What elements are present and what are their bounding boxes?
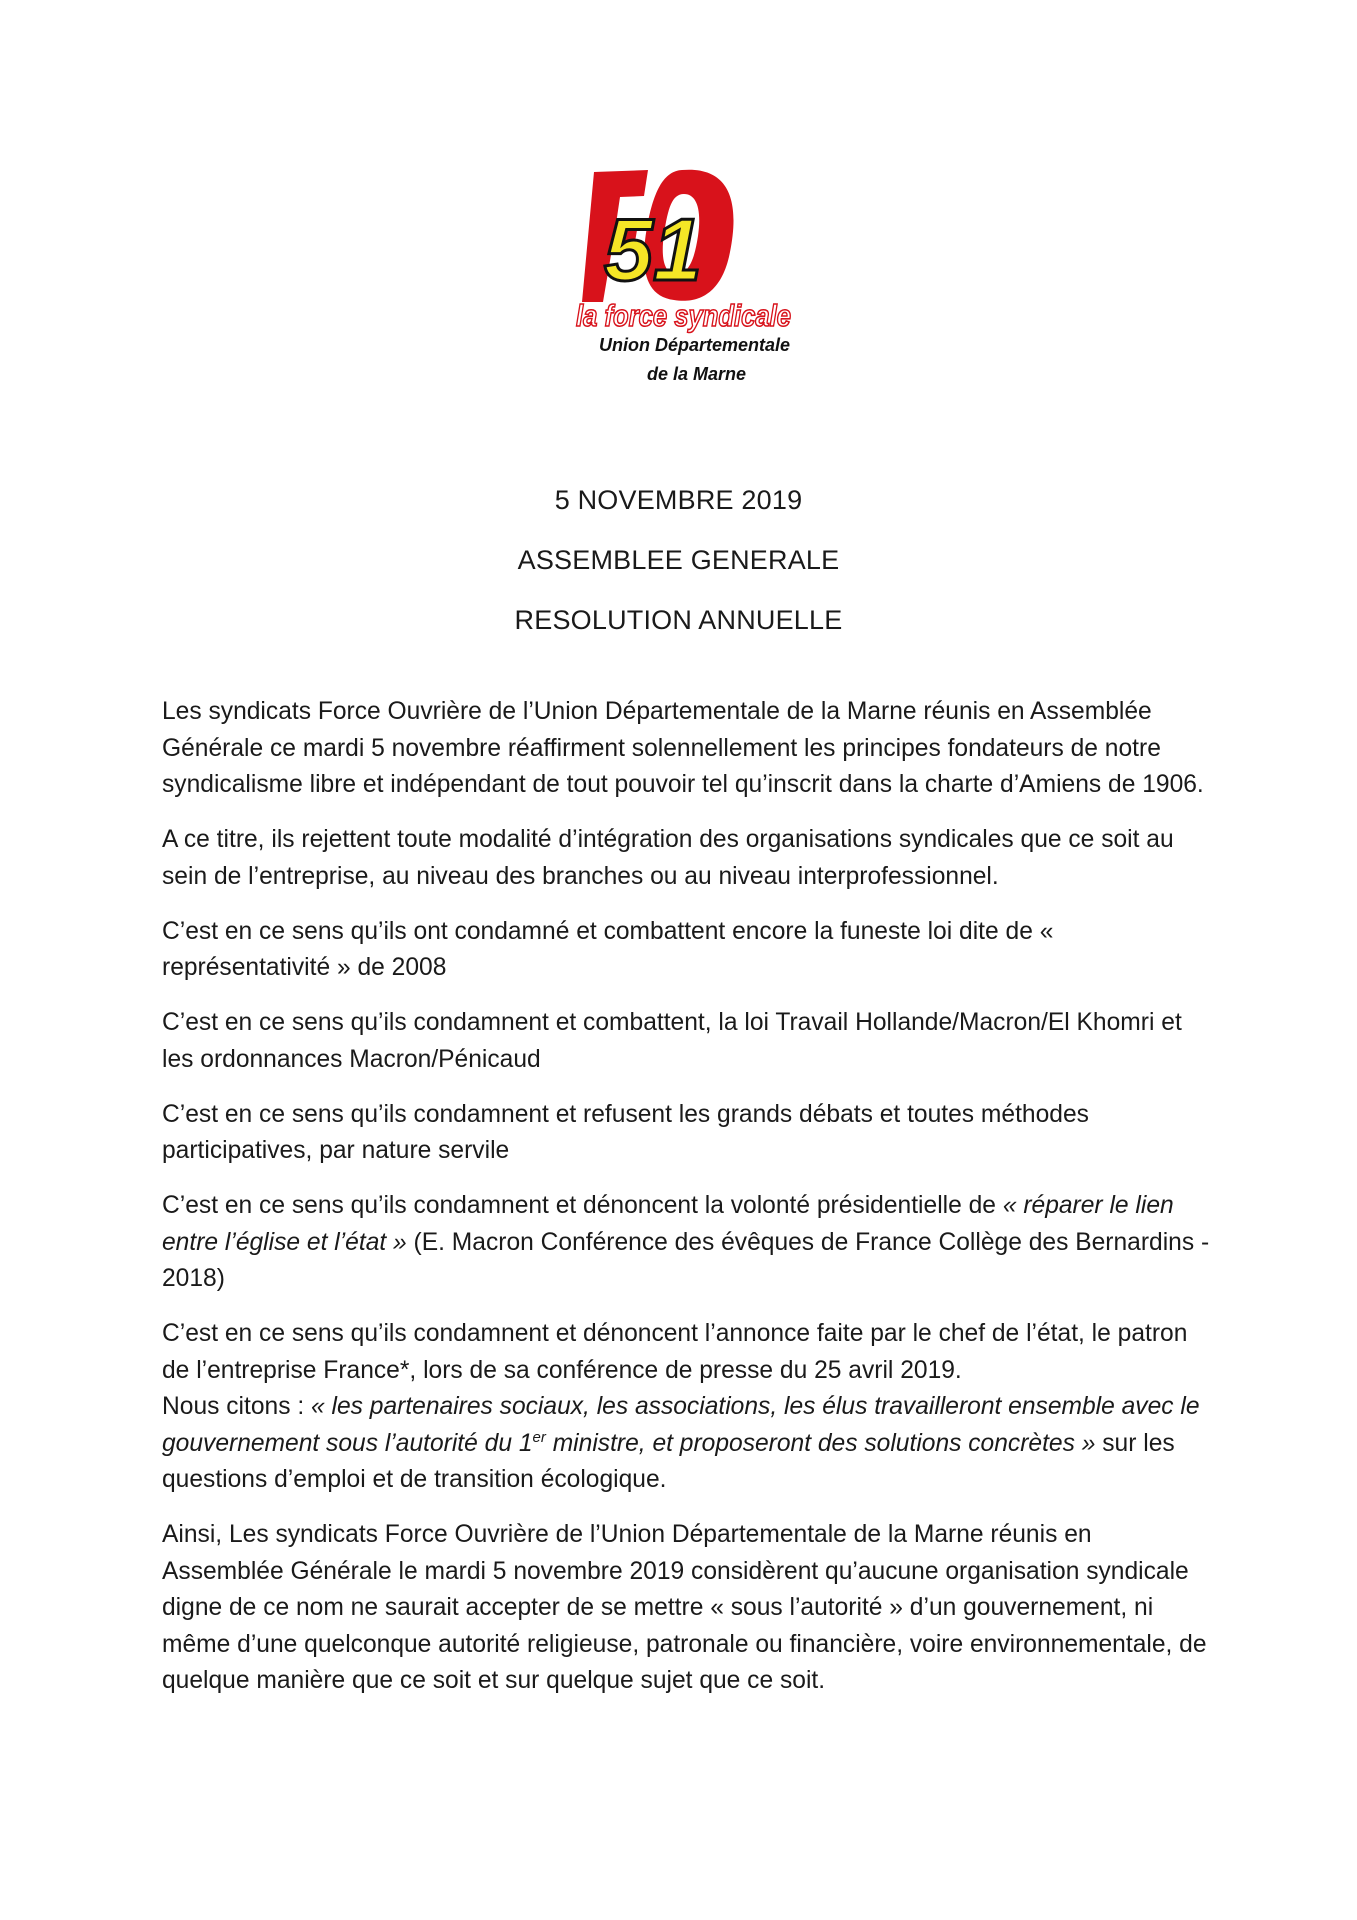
paragraph-labour-law: C’est en ce sens qu’ils condamnent et combattent, la loi Travail Hollande/Macron/El Khomri et les ordonnances Macron/Pénicaud — [162, 1009, 1182, 1073]
logo-graphic — [570, 162, 800, 392]
announcement-quote-b: ministre, et proposeront des solutions concrètes » — [545, 1429, 1096, 1457]
logo-org-line1: Union Départementale — [599, 335, 791, 355]
paragraph-conclusion: Ainsi, Les syndicats Force Ouvrière de l’Union Départementale de la Marne réunis en Assemblée Générale le mardi 5 novembre 2019 considèrent qu’aucune organisation syndicale digne de ce nom ne saurait accepter de se mettre « sous l’autorité » d’un gouvernement, ni même d’une quelconque autorité religieuse, patronale ou financière, voire environnementale, de quelque manière que ce soit et sur quelque sujet que ce soit. — [162, 1521, 1207, 1694]
document-date: 5 NOVEMBRE 2019 — [554, 485, 803, 515]
logo-numerals: 51 — [604, 200, 702, 299]
announcement-quote-a: « les partenaires sociaux, les associations, les élus travailleront ensemble avec le gouvernement sous l’autorité du 1 — [162, 1393, 1200, 1457]
logo-slogan: la force syndicale — [576, 298, 791, 333]
logo-org-line2: de la Marne — [647, 364, 747, 384]
document-body — [162, 694, 1212, 1700]
fo-51-logo — [570, 162, 800, 392]
paragraph-rejection: A ce titre, ils rejettent toute modalité d’intégration des organisations syndicales que ce soit au sein de l’entreprise, au niveau des branches ou au niveau interprofessionnel. — [162, 826, 1174, 890]
document-event: ASSEMBLEE GENERALE — [517, 545, 840, 575]
paragraph-church-state — [162, 1188, 1212, 1298]
paragraph-debates: C’est en ce sens qu’ils condamnent et refusent les grands débats et toutes méthodes participatives, par nature servile — [162, 1100, 1089, 1164]
title-block — [0, 470, 1357, 650]
announcement-cite-intro: Nous citons : — [162, 1393, 311, 1420]
church-state-source: (E. Macron Conférence des évêques de France Collège des Bernardins - 2018) — [162, 1228, 1210, 1292]
document-title: RESOLUTION ANNUELLE — [514, 605, 843, 635]
church-state-quote: « réparer le lien entre l’église et l’état » — [162, 1192, 1174, 1256]
paragraph-announcement — [162, 1316, 1212, 1499]
paragraph-principles: Les syndicats Force Ouvrière de l’Union Départementale de la Marne réunis en Assemblée Générale ce mardi 5 novembre réaffirment solennellement les principes fondateurs de notre syndicalisme libre et indépendant de tout pouvoir tel qu’inscrit dans la charte d’Amiens de 1906. — [162, 698, 1204, 798]
announcement-text: C’est en ce sens qu’ils condamnent et dénoncent l’annonce faite par le chef de l’état, le patron de l’entreprise France*, lors de sa conférence de presse du 25 avril 2019. — [162, 1320, 1188, 1384]
announcement-quote-sup: er — [532, 1428, 546, 1446]
paragraph-representativity: C’est en ce sens qu’ils ont condamné et combattent encore la funeste loi dite de « représentativité » de 2008 — [162, 917, 1054, 981]
paragraph-church-state-intro: C’est en ce sens qu’ils condamnent et dénoncent la volonté présidentielle de — [162, 1192, 1003, 1219]
announcement-tail: sur les questions d’emploi et de transition écologique. — [162, 1429, 1175, 1493]
